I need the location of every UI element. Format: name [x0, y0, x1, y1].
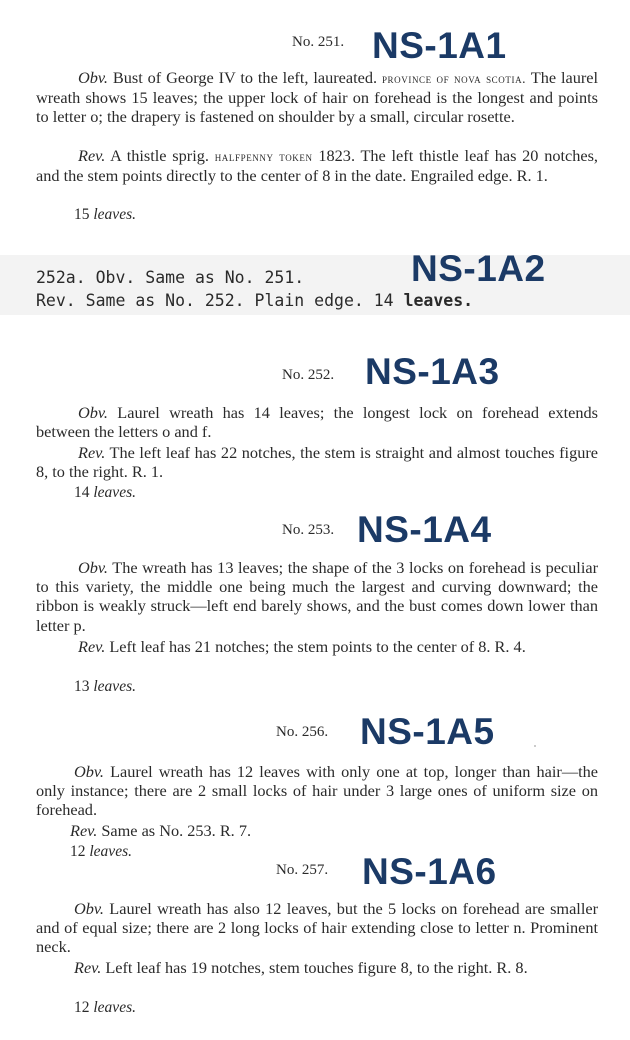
reverse-description: Rev. Same as No. 253. R. 7. — [70, 821, 252, 840]
reverse-description: Rev. Left leaf has 19 notches, stem touches figure 8, to the right. R. 8. — [74, 958, 528, 977]
catalog-number: No. 251. — [292, 34, 345, 50]
leaf-count: 15 leaves. — [74, 206, 136, 223]
variety-code: NS-1A5 — [360, 711, 495, 752]
leaf-count: 13 leaves. — [74, 678, 136, 695]
reverse-label: Rev. — [78, 637, 106, 656]
obverse-label: Obv. — [74, 899, 104, 918]
catalog-number: No. 257. — [276, 862, 329, 878]
reverse-description: Rev. A thistle sprig. halfpenny token 1823. The left thistle leaf has 20 notches, and the stem points directly to the center of 8 in the date. Engrailed edge. R. 1. — [36, 146, 599, 186]
obverse-label: Obv. — [74, 762, 104, 781]
leaf-count: 14 leaves. — [74, 484, 136, 501]
entry-252a-line-1: 252a. Obv. Same as No. 251. — [36, 268, 305, 287]
leaf-count: 12 leaves. — [70, 843, 132, 860]
obverse-description: Obv. Laurel wreath has also 12 leaves, but the 5 locks on forehead are smaller and of equal size; there are 2 long locks of hair extending close to letter n. Prominent neck. — [36, 899, 598, 957]
leaf-count: 12 leaves. — [74, 999, 136, 1016]
reverse-label: Rev. — [78, 443, 106, 462]
catalog-number: No. 253. — [282, 522, 335, 538]
variety-code: NS-1A4 — [357, 509, 492, 550]
entry-252a-line-2: Rev. Same as No. 252. Plain edge. 14 leaves. — [36, 291, 474, 310]
catalog-number: No. 256. — [276, 724, 329, 740]
obverse-label: Obv. — [78, 558, 108, 577]
catalog-number: No. 252. — [282, 367, 335, 383]
variety-code: NS-1A2 — [411, 248, 546, 289]
obverse-description: Obv. Laurel wreath has 12 leaves with only one at top, longer than hair—the only instance; there are 2 small locks of hair under 3 large ones of uniform size on forehead. — [36, 762, 598, 820]
obverse-description: Obv. Bust of George IV to the left, laureated. province of nova scotia. The laurel wreath shows 15 leaves; the upper lock of hair on forehead is the longest and points to letter o; the drapery is fastened on shoulder by a small, circular rosette. — [36, 68, 599, 127]
reverse-description: Rev. The left leaf has 22 notches, the stem is straight and almost touches figure 8, to the right. R. 1. — [36, 443, 598, 482]
speck-mark — [534, 745, 536, 747]
obverse-description: Obv. The wreath has 13 leaves; the shape of the 3 locks on forehead is peculiar to this variety, the middle one being much the largest and curving downward; the ribbon is weakly struck—left end barely shows, and the bust comes down lower than letter p. — [36, 558, 598, 635]
reverse-label: Rev. — [74, 958, 102, 977]
reverse-label: Rev. — [70, 821, 98, 840]
reverse-label: Rev. — [78, 146, 106, 165]
variety-code: NS-1A3 — [365, 351, 500, 392]
obverse-label: Obv. — [78, 68, 108, 87]
variety-code: NS-1A1 — [372, 25, 507, 66]
reverse-description: Rev. Left leaf has 21 notches; the stem points to the center of 8. R. 4. — [78, 637, 526, 656]
obverse-label: Obv. — [78, 403, 108, 422]
obverse-description: Obv. Laurel wreath has 14 leaves; the longest lock on forehead extends between the letters o and f. — [36, 403, 598, 442]
variety-code: NS-1A6 — [362, 851, 497, 892]
